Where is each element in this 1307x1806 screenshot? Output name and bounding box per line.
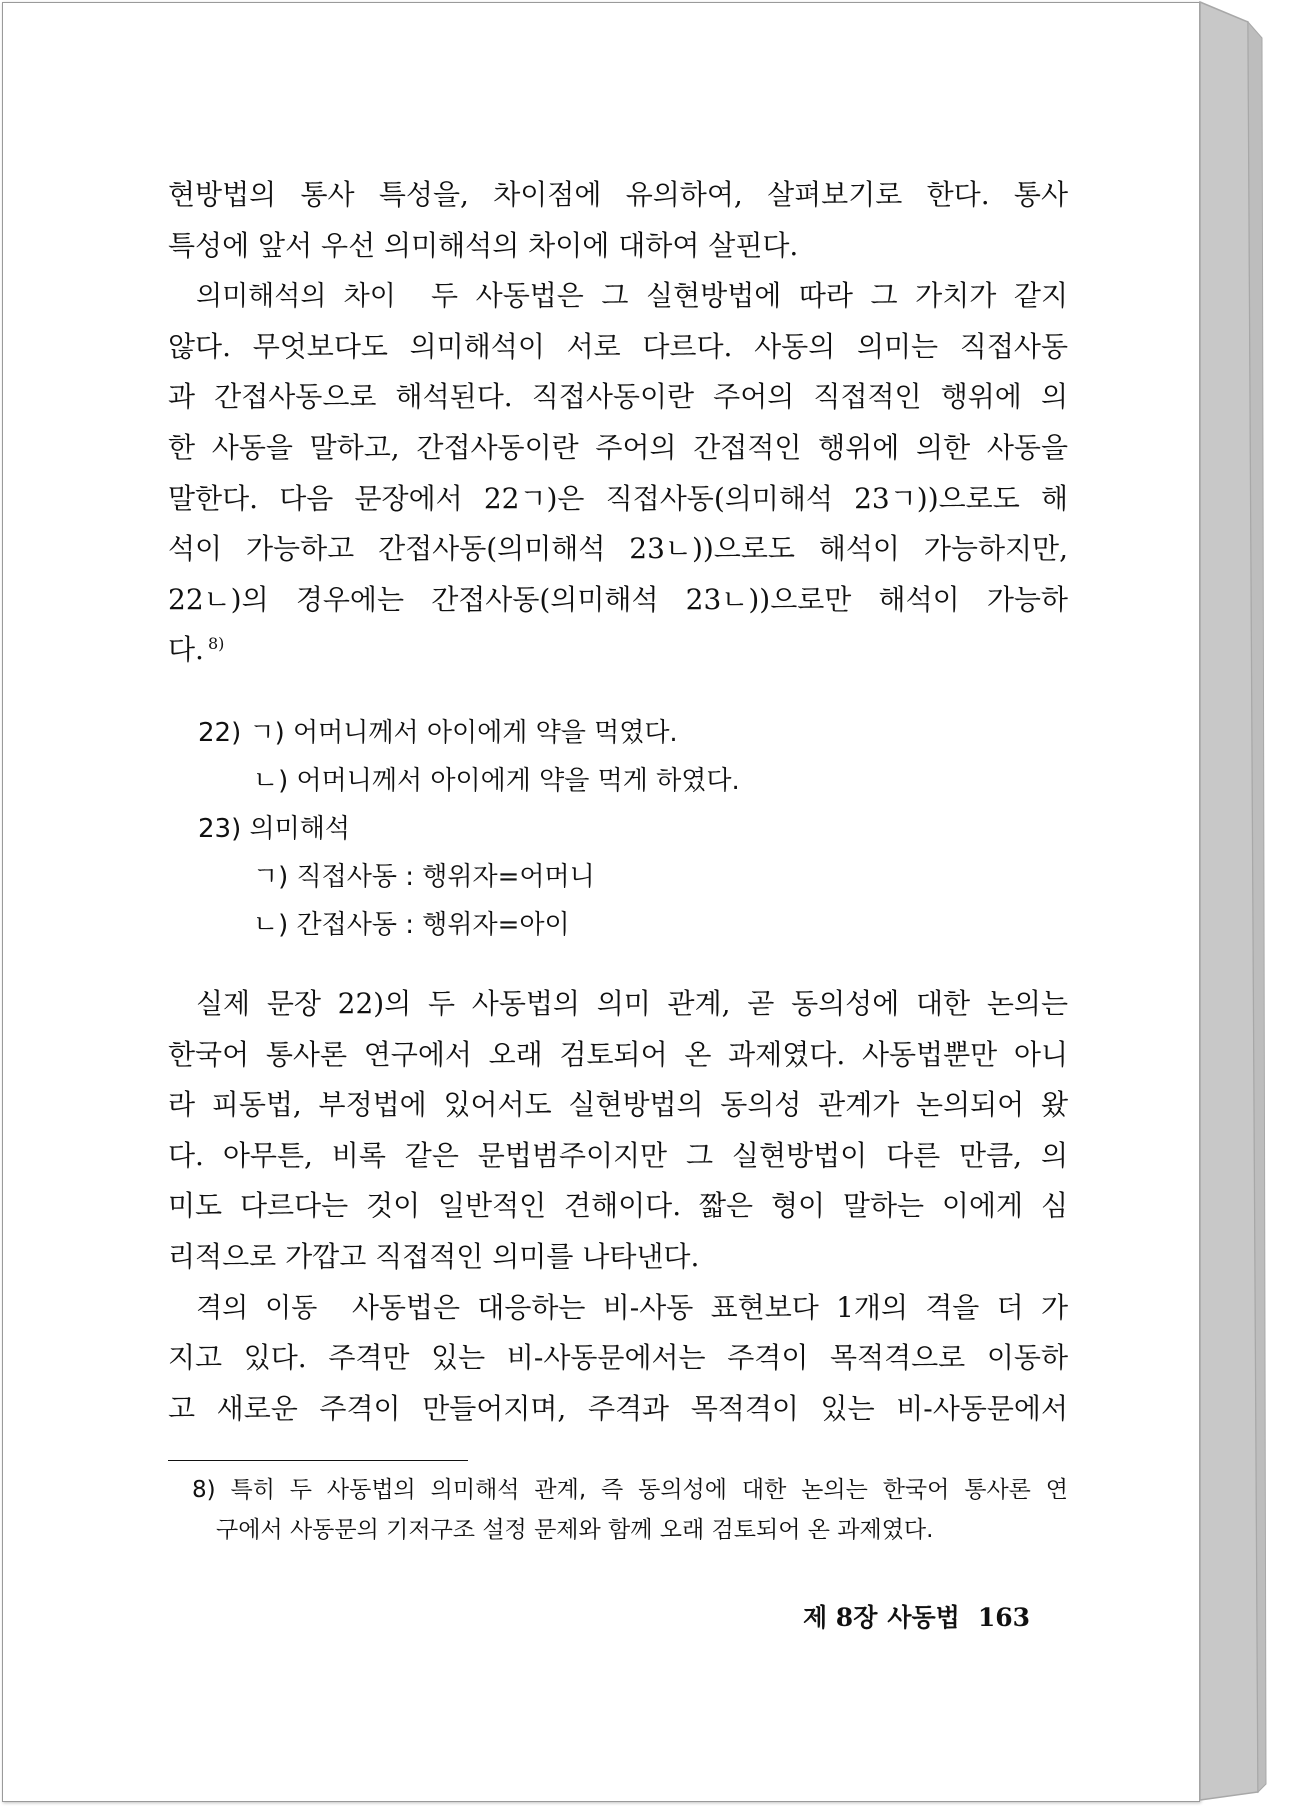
text-line: 않다. 무엇보다도 의미해석이 서로 다르다. 사동의 의미는 직접사동 bbox=[168, 329, 1068, 363]
example-23-heading: 23) 의미해석 bbox=[198, 814, 350, 844]
text-line: 리적으로 가깝고 직접적인 의미를 나타낸다. bbox=[168, 1239, 700, 1273]
text-line: 다. $^{8)}$ bbox=[168, 633, 225, 667]
text-line: 실제 문장 22)의 두 사동법의 의미 관계, 곧 동의성에 대한 논의는 bbox=[196, 986, 1068, 1020]
text-line: 라 피동법, 부정법에 있어서도 실현방법의 동의성 관계가 논의되어 왔 bbox=[168, 1088, 1068, 1122]
text-line: 한국어 통사론 연구에서 오래 검토되어 온 과제였다. 사동법뿐만 아니 bbox=[168, 1037, 1068, 1071]
section-heading: 격의 이동 bbox=[196, 1292, 318, 1324]
text-line: 지고 있다. 주격만 있는 비-사동문에서는 주격이 목적격으로 이동하 bbox=[168, 1341, 1068, 1375]
text-line: 현방법의 통사 특성을, 차이점에 유의하여, 살펴보기로 한다. 통사 bbox=[168, 178, 1068, 211]
text-line: 22ㄴ)의 경우에는 간접사동(의미해석 23ㄴ))으로만 해석이 가능하 bbox=[168, 582, 1068, 616]
book-spine bbox=[1200, 2, 1270, 1804]
running-footer bbox=[793, 1598, 1030, 1634]
page-number: 163 bbox=[977, 1603, 1030, 1632]
text-line: 격의 이동 사동법은 대응하는 비-사동 표현보다 1개의 격을 더 가 bbox=[196, 1290, 1068, 1324]
text-line: 다. 아무튼, 비록 같은 문법범주이지만 그 실현방법이 다른 만큼, 의 bbox=[168, 1138, 1068, 1172]
footnote-divider bbox=[168, 1460, 468, 1461]
text-line: 의미해석의 차이 두 사동법은 그 실현방법에 따라 그 가치가 같지 bbox=[196, 279, 1068, 313]
chapter-title: 사동법 bbox=[887, 1603, 960, 1632]
text-line: 특성에 앞서 우선 의미해석의 차이에 대하여 살핀다. bbox=[168, 228, 799, 262]
example-22a: 22) ㄱ) 어머니께서 아이에게 약을 먹였다. bbox=[198, 718, 678, 748]
text-line: 고 새로운 주격이 만들어지며, 주격과 목적격이 있는 비-사동문에서 bbox=[168, 1391, 1068, 1425]
section-heading: 의미해석의 차이 bbox=[196, 281, 396, 313]
text-line: 미도 다르다는 것이 일반적인 견해이다. 짧은 형이 말하는 이에게 심 bbox=[168, 1189, 1068, 1223]
footnote-line: 구에서 사동문의 기저구조 설정 문제와 함께 오래 검토되어 온 과제였다. bbox=[216, 1517, 934, 1543]
text-line: 말한다. 다음 문장에서 22ㄱ)은 직접사동(의미해석 23ㄱ))으로도 해 bbox=[168, 481, 1068, 515]
example-23a: ㄱ) 직접사동 : 행위자=어머니 bbox=[253, 862, 595, 892]
text-line: 과 간접사동으로 해석된다. 직접사동이란 주어의 직접적인 행위에 의 bbox=[168, 380, 1068, 414]
example-23b: ㄴ) 간접사동 : 행위자=아이 bbox=[253, 910, 570, 940]
body-text bbox=[168, 170, 1068, 1434]
example-22b: ㄴ) 어머니께서 아이에게 약을 먹게 하였다. bbox=[253, 766, 740, 796]
footnote-reference[interactable]: 8) bbox=[207, 634, 225, 654]
footnote bbox=[192, 1470, 1068, 1550]
footnote-line: 8) 특히 두 사동법의 의미해석 관계, 즉 동의성에 대한 논의는 한국어 통사론 연 bbox=[192, 1477, 1068, 1503]
text-line: 석이 가능하고 간접사동(의미해석 23ㄴ))으로도 해석이 가능하지만, bbox=[168, 532, 1068, 566]
text-line: 한 사동을 말하고, 간접사동이란 주어의 간접적인 행위에 의한 사동을 bbox=[168, 430, 1068, 464]
chapter-label: 제 8장 bbox=[802, 1603, 878, 1632]
